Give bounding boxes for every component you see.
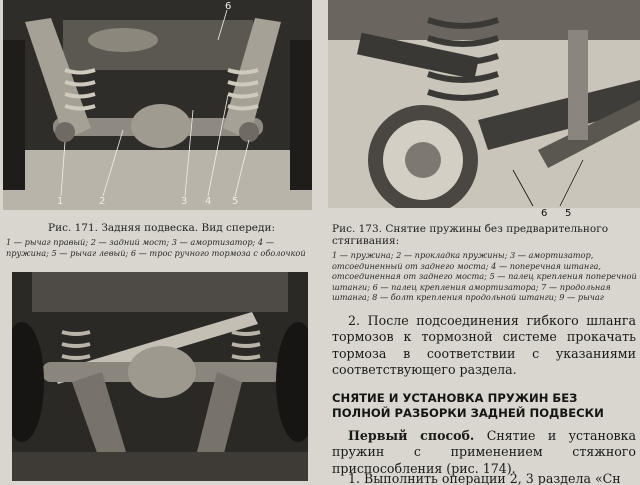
paragraph-step-1: 1. Выполнить операции 2, 3 раздела «Сн [348, 471, 621, 485]
rear-suspension-front-view-illustration [3, 0, 312, 210]
figure-171-legend: 1 — рычаг правый; 2 — задний мост; 3 — амортизатор; 4 — пружина; 5 — рычаг левый; 6 — трос ручного тормоза с оболочкой [6, 237, 306, 258]
first-method-text: Снятие и установка пружин с применением стяжного приспособления (рис. 174). [332, 428, 637, 476]
spring-removal-illustration [328, 0, 640, 208]
paragraph-first-method [332, 428, 636, 477]
figure-172-photo [12, 272, 308, 481]
section-heading: СНЯТИЕ И УСТАНОВКА ПРУЖИН БЕЗ ПОЛНОЙ РАЗБОРКИ ЗАДНЕЙ ПОДВЕСКИ [332, 391, 604, 420]
paragraph-bleed-brakes: 2. После подсоединения гибкого шланга тормозов к тормозной системе прокачать тормоза в соответствии с указаниями соответствующего раздела. [332, 313, 636, 377]
callout-171-1: 1 [57, 196, 64, 207]
figure-171-caption: Рис. 171. Задняя подвеска. Вид спереди: [48, 222, 276, 234]
callout-171-4: 4 [205, 196, 212, 207]
rear-suspension-underside-illustration [12, 272, 308, 481]
callout-173-5: 5 [565, 208, 572, 219]
figure-173-photo [328, 0, 640, 208]
callout-171-3: 3 [181, 196, 188, 207]
figure-173-caption: Рис. 173. Снятие пружины без предварительного стягивания: [332, 223, 609, 247]
figure-173-legend: 1 — пружина; 2 — прокладка пружины; 3 — амортизатор, отсоединенный от заднего моста; 4 — поперечная штанга, отсоединенная от заднего моста; 5 — палец крепления поперечной штанги; 6 — палец крепления амортизатора; 7 — продольная штанга; 8 — болт крепления продольной штанги; 9 — рычаг [332, 250, 637, 303]
figure-171-photo [3, 0, 312, 210]
callout-173-6: 6 [541, 208, 548, 219]
callout-171-2: 2 [99, 196, 106, 207]
first-method-lead: Первый способ. [348, 428, 475, 443]
callout-171-5: 5 [232, 196, 239, 207]
callout-171-6: 6 [225, 1, 232, 12]
